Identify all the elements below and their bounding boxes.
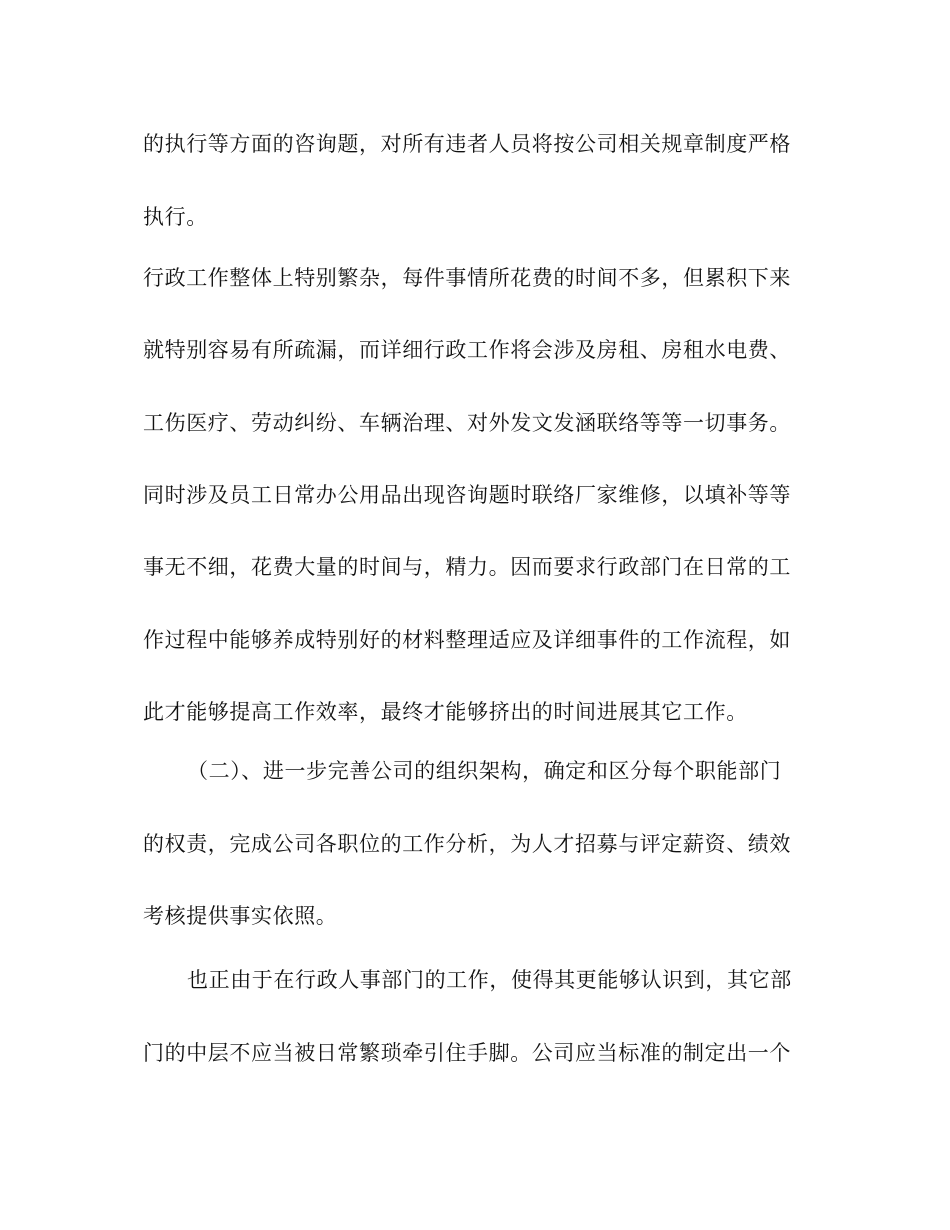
paragraph-line: 作过程中能够养成特别好的材料整理适应及详细事件的工作流程，如 <box>143 628 791 652</box>
paragraph-line: 同时涉及员工日常办公用品出现咨询题时联络厂家维修，以填补等等 <box>143 483 791 507</box>
paragraph-line: 执行。 <box>143 205 208 229</box>
paragraph-line: 此才能够提高工作效率，最终才能够挤出的时间进展其它工作。 <box>143 700 748 724</box>
paragraph-line: 工伤医疗、劳动纠纷、车辆治理、对外发文发涵联络等等一切事务。 <box>143 411 791 435</box>
paragraph-line: 门的中层不应当被日常繁琐牵引住手脚。公司应当标准的制定出一个 <box>143 1041 791 1065</box>
paragraph-line: 也正由于在行政人事部门的工作，使得其更能够认识到，其它部 <box>187 968 792 992</box>
section-heading-line: （二）、进一步完善公司的组织架构，确定和区分每个职能部门 <box>187 759 782 783</box>
paragraph-line: 就特别容易有所疏漏，而详细行政工作将会涉及房租、房租水电费、 <box>143 338 791 362</box>
paragraph-line: 的执行等方面的咨询题，对所有违者人员将按公司相关规章制度严格 <box>143 132 791 156</box>
paragraph-line: 考核提供事实依照。 <box>143 904 338 928</box>
paragraph-line: 事无不细，花费大量的时间与，精力。因而要求行政部门在日常的工 <box>143 555 791 579</box>
paragraph-line: 行政工作整体上特别繁杂，每件事情所花费的时间不多，但累积下来 <box>143 266 791 290</box>
paragraph-line: 的权责，完成公司各职位的工作分析，为人才招募与评定薪资、绩效 <box>143 832 791 856</box>
